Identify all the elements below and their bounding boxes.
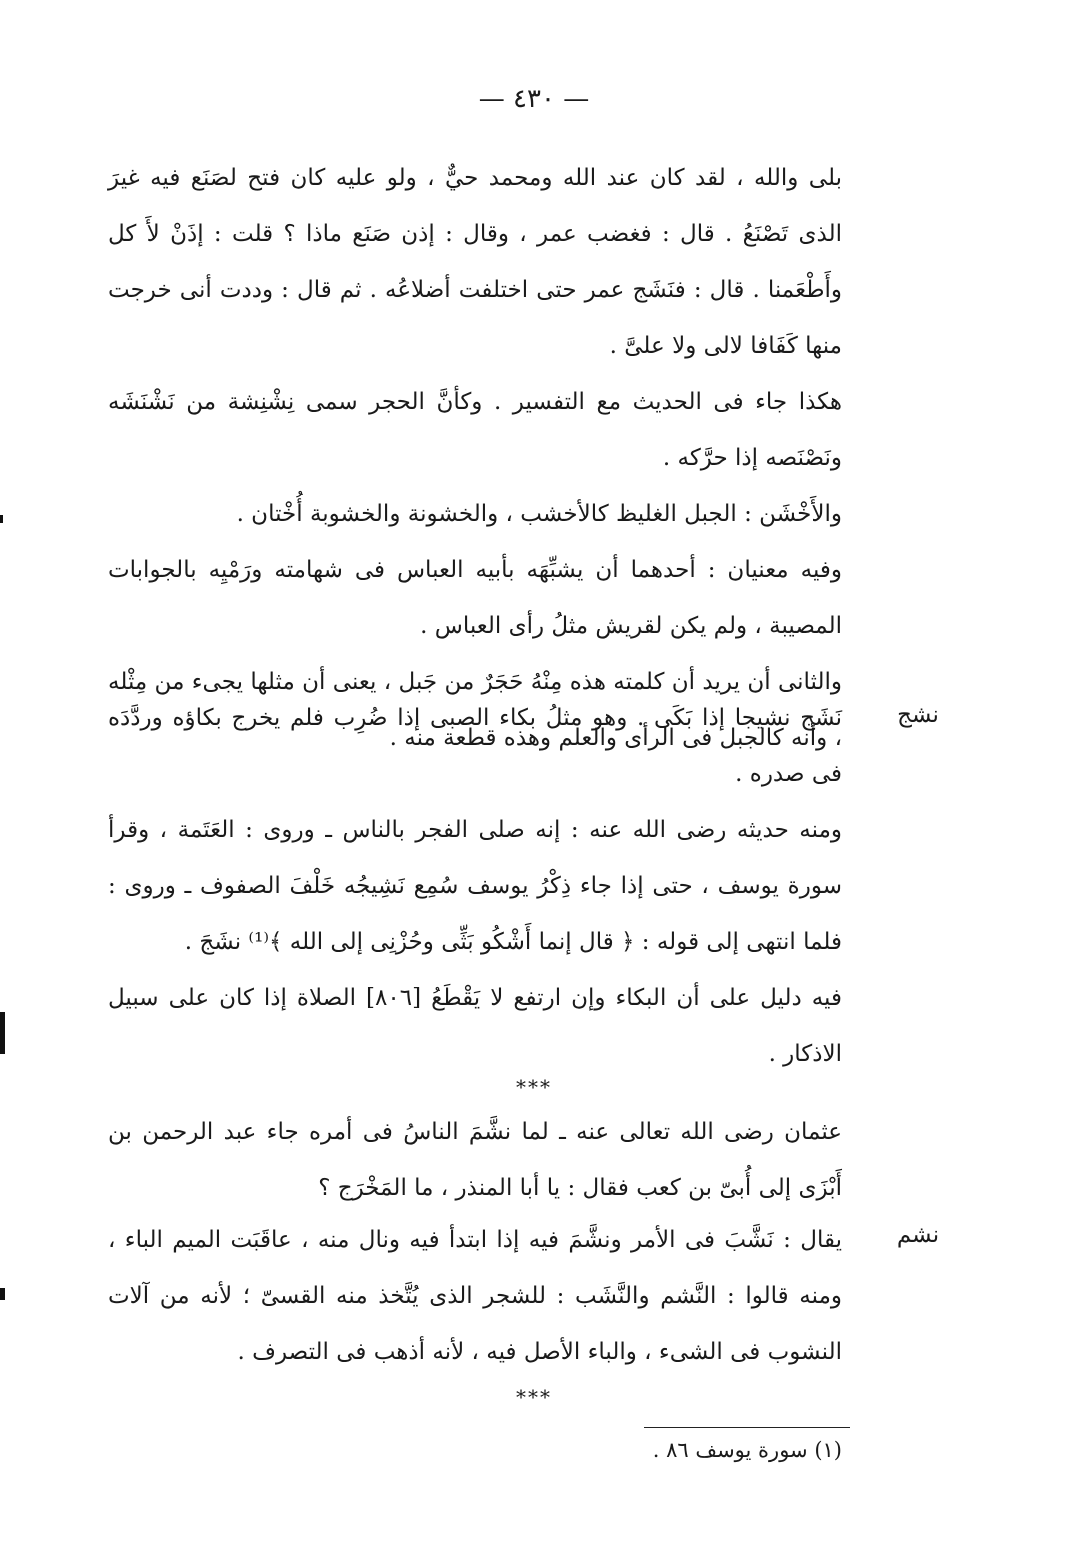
page-number: — ٤٣٠ —: [478, 84, 590, 114]
paragraph: يقال : نَشَّبَ فى الأمر ونشَّمَ فيه إذا ابتدأ فيه ونال منه ، عاقَبَت الميم الباء ، ومنه قالوا : النَّشم والنَّشَب : للشجر الذى يُتَّخذ منه القسىّ ؛ لأنه من آلات النشوب فى الشىء ، والباء الأصل فيه ، لأنه أذهب فى التصرف .: [108, 1227, 842, 1365]
scan-edge-mark: [0, 515, 3, 523]
paragraph: نَشَج نشيجا إذا بَكَى . وهو مثلُ بكاء الصبى إذا ضُرِب فلم يخرج بكاؤه وردَّدَه فى صدره .: [108, 705, 842, 787]
paragraph: ومنه حديثه رضى الله عنه : إنه صلى الفجر بالناس ـ وروى : العَتَمة ، وقرأ سورة يوسف ، حتى إذا جاء ذِكْرُ يوسف سُمِع نَشِيجُه خَلْفَ الصفوف ـ وروى : فلما انتهى إلى قوله : ﴿ قال إنما أَشْكُو بَثِّى وحُزْنِى إلى الله ﴾⁽¹⁾ نشَجَ .: [108, 817, 842, 955]
margin-keyword-nashaja: نشج: [897, 702, 939, 728]
paragraph: فيه دليل على أن البكاء وإن ارتفع لا يَقْطَعُ [٨٠٦] الصلاة إذا كان على سبيل الاذكار .: [108, 985, 842, 1067]
paragraph: عثمان رضى الله تعالى عنه ـ لما نشَّمَ الناسُ فى أمره جاء عبد الرحمن بن أَبْزَى إلى أُبىّ بن كعب فقال : يا أبا المنذر ، ما المَخْرَج ؟: [108, 1119, 842, 1201]
section-separator: ***: [516, 1385, 552, 1409]
paragraph: والأَخْشَن : الجبل الغليظ كالأخشب ، والخشونة والخشوبة أُخْتان .: [236, 501, 842, 527]
scan-edge-mark: [0, 1012, 5, 1054]
paragraph: وفيه معنيان : أحدهما أن يشبِّهَه بأبيه العباس فى شهامته ورَمْيِه بالجوابات المصيبة ، ولم يكن لقريش مثلُ رأى العباس .: [108, 557, 842, 639]
paragraph: بلى والله ، لقد كان عند الله ومحمد حيٌّ ، ولو عليه كان فتح لصَنَع فيه غيرَ الذى تَصْنَعُ . قال : فغضب عمر ، وقال : إذن صَنَع ماذا ؟ قلت : إذَنْ لأَ كل وأَطْعَمنا . قال : فنَشَج عمر حتى اختلفت أضلاعُه . ثم قال : وددت أنى خرجت منها كَفَافا لالى ولا علىَّ .: [108, 165, 842, 359]
section-nashaja: [108, 690, 842, 1082]
margin-keyword-nashama: نشم: [896, 1222, 940, 1248]
section-1: [108, 150, 842, 766]
section-uthman: [108, 1104, 842, 1216]
footnote-rule: [644, 1427, 850, 1428]
section-nashama: [108, 1212, 842, 1380]
paragraph: هكذا جاء فى الحديث مع التفسير . وكأنَّ الحجر سمى نِشْنِشة من نَشْنَشَه ونَصْنَصه إذا حرَّكه .: [108, 389, 842, 471]
footnote: (١) سورة يوسف ٨٦ .: [652, 1438, 842, 1462]
scan-edge-mark: [0, 1288, 5, 1300]
section-separator: ***: [516, 1075, 552, 1099]
paragraph: والثانى أن يريد أن كلمته هذه مِنْهُ حَجَرٌ من جَبل ، يعنى أن مثلها يجىء من مِثْله ، وأنه كالجبل فى الرأى والعلم وهذه قطعة منه .: [108, 669, 842, 751]
